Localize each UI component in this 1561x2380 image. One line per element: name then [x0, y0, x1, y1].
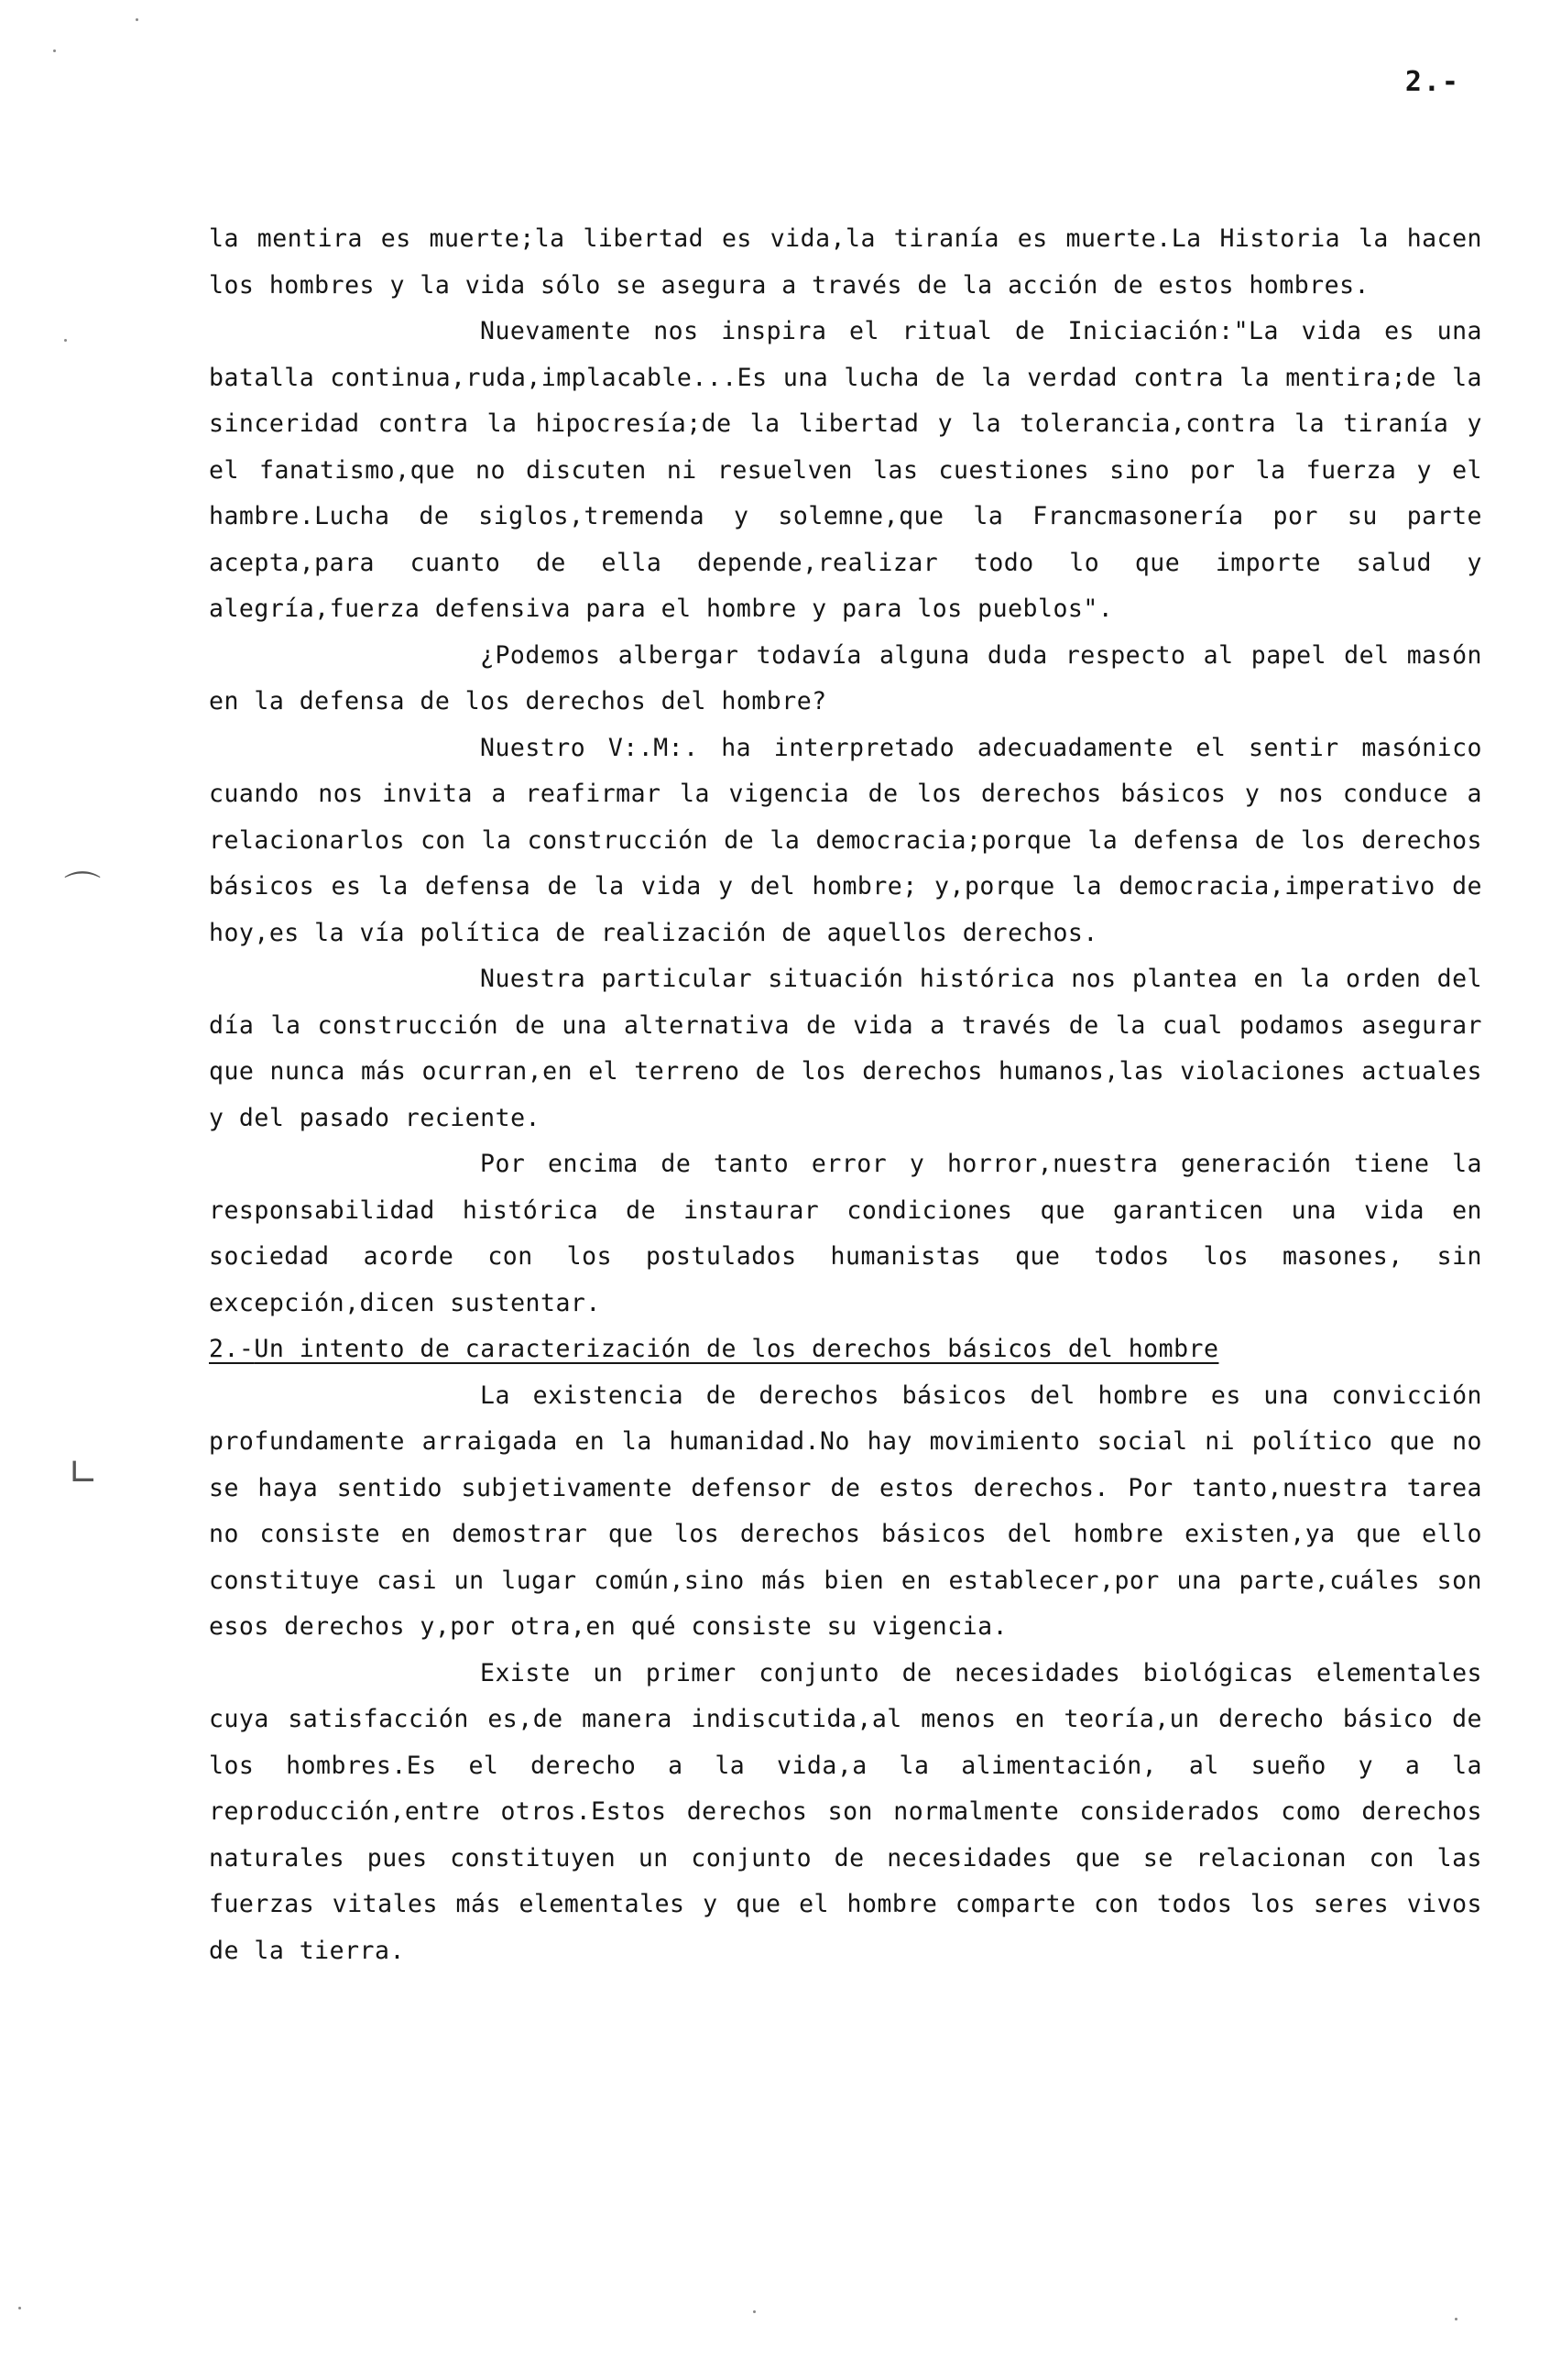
margin-mark: ⌒ [64, 869, 101, 912]
paragraph: la mentira es muerte;la libertad es vida,la tiranía es muerte.La Historia la hacen los hombres y la vida sólo se asegura a través de la acción de estos hombres. [209, 224, 1482, 300]
margin-mark: ∟ [68, 1452, 99, 1494]
section-heading [209, 1326, 1482, 1373]
scan-speck [53, 49, 56, 52]
page-number: 2.- [1404, 66, 1460, 98]
scan-speck [1455, 2318, 1457, 2320]
paragraph: Existe un primer conjunto de necesidades biológicas elementales cuya satisfacción es,de manera indiscutida,al menos en teoría,un derecho básico de los hombres.Es el derecho a la vida,a la alimentación, al sueño y a la reproducción,entre otros.Estos derechos son normalmente considerados como derechos naturales pues constituyen un conjunto de necesidades que se relacionan con las fuerzas vitales más elementales y que el hombre comparte con todos los seres vivos de la tierra. [209, 1658, 1482, 1965]
section-title: Un intento de caracterización de los derechos básicos del hombre [254, 1335, 1219, 1363]
paragraph: ¿Podemos albergar todavía alguna duda respecto al papel del masón en la defensa de los derechos del hombre? [209, 640, 1482, 715]
section-number: 2.- [209, 1335, 255, 1363]
paragraph: Nuestra particular situación histórica nos plantea en la orden del día la construcción de una alternativa de vida a través de la cual podamos asegurar que nunca más ocurran,en el terreno de los derechos humanos,las violaciones actuales y del pasado reciente. [209, 965, 1482, 1132]
scan-speck [753, 2310, 756, 2313]
scan-speck [18, 2307, 21, 2309]
paragraph: La existencia de derechos básicos del hombre es una convicción profundamente arraigada en la humanidad.No hay movimiento social ni político que no se haya sentido subjetivamente defensor de estos derechos. Por tanto,nuestra tarea no consiste en demostrar que los derechos básicos del hombre existen,ya que ello constituye casi un lugar común,sino más bien en establecer,por una parte,cuáles son esos derechos y,por otra,en qué consiste su vigencia. [209, 1381, 1482, 1641]
paragraph: Nuevamente nos inspira el ritual de Iniciación:"La vida es una batalla continua,ruda,implacable...Es una lucha de la verdad contra la mentira;de la sinceridad contra la hipocresía;de la libertad y la tolerancia,contra la tiranía y el fanatismo,que no discuten ni resuelven las cuestiones sino por la fuerza y el hambre.Lucha de siglos,tremenda y solemne,que la Francmasonería por su parte acepta,para cuanto de ella depende,realizar todo lo que importe salud y alegría,fuerza defensiva para el hombre y para los pueblos". [209, 317, 1482, 623]
body-text [209, 216, 1482, 1974]
paragraph: Por encima de tanto error y horror,nuestra generación tiene la responsabilidad histórica de instaurar condiciones que garanticen una vida en sociedad acorde con los postulados humanistas que todos los masones, sin excepción,dicen sustentar. [209, 1150, 1482, 1317]
scan-speck [136, 18, 138, 21]
paragraph: Nuestro V:.M:. ha interpretado adecuadamente el sentir masónico cuando nos invita a reafirmar la vigencia de los derechos básicos y nos conduce a relacionarlos con la construcción de la democracia;porque la defensa de los derechos básicos es la defensa de la vida y del hombre; y,porque la democracia,imperativo de hoy,es la vía política de realización de aquellos derechos. [209, 733, 1482, 947]
scan-speck [64, 339, 67, 342]
